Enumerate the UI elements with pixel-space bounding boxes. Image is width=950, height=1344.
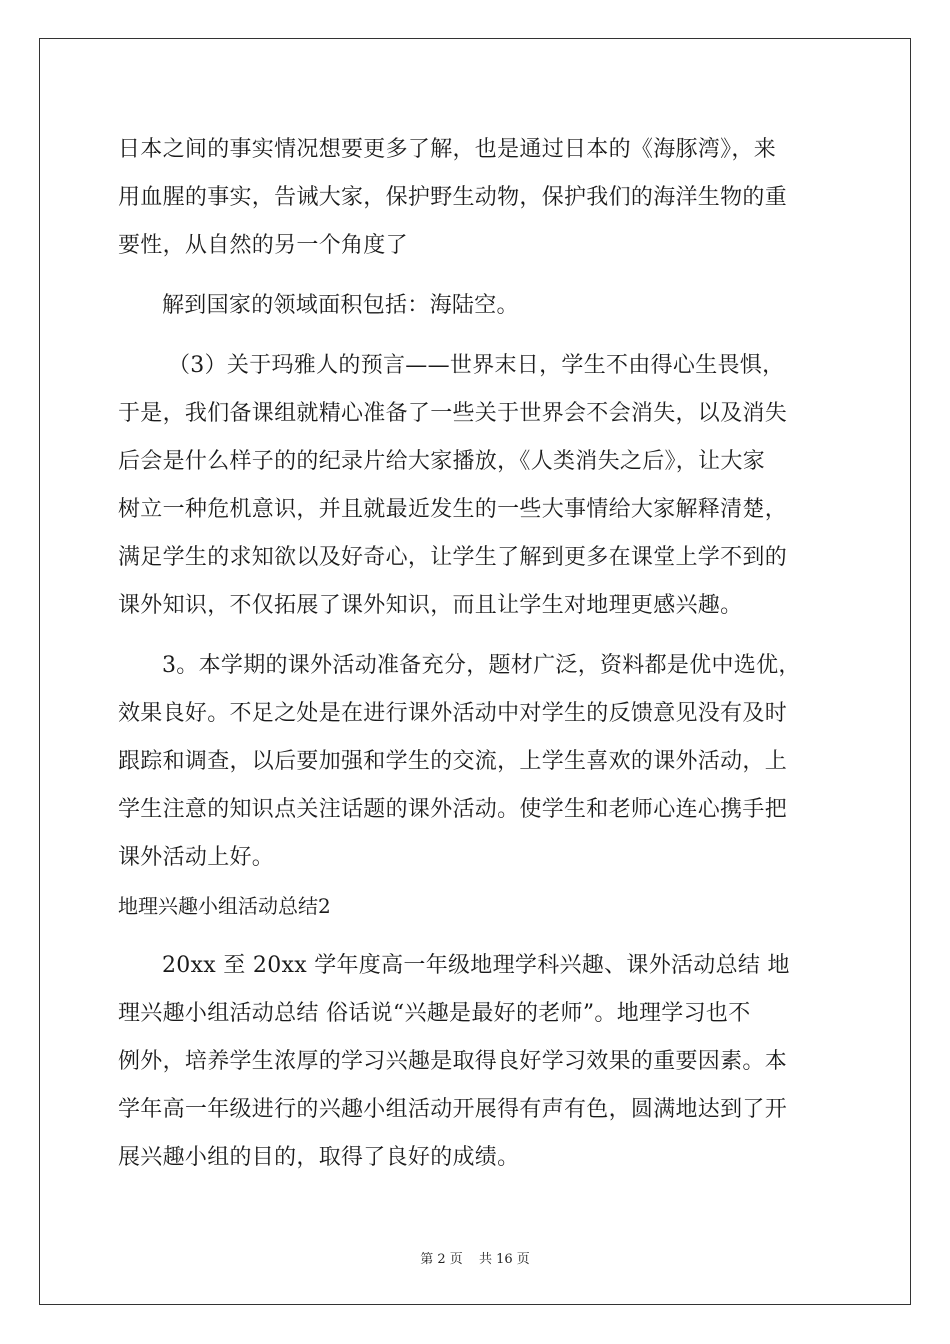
text-line: 于是，我们备课组就精心准备了一些关于世界会不会消失，以及消失 — [118, 401, 788, 426]
text-line: 3。本学期的课外活动准备充分，题材广泛，资料都是优中选优， — [162, 653, 801, 678]
paragraph-3 — [118, 342, 838, 630]
page-number: 第 2 页 — [420, 1252, 463, 1267]
text-line: 20xx 至 20xx 学年度高一年级地理学科兴趣、课外活动总结 地 — [162, 953, 790, 978]
text-line: 课外活动上好。 — [118, 845, 275, 870]
paragraph-1 — [118, 126, 838, 270]
text-line: 树立一种危机意识，并且就最近发生的一些大事情给大家解释清楚， — [118, 497, 788, 522]
text-line: 要性，从自然的另一个角度了 — [118, 233, 408, 258]
text-line: 满足学生的求知欲以及好奇心，让学生了解到更多在课堂上学不到的 — [118, 545, 788, 570]
paragraph-5 — [118, 942, 838, 1182]
text-line: 展兴趣小组的目的，取得了良好的成绩。 — [118, 1145, 520, 1170]
document-body — [118, 126, 838, 1182]
text-line: 效果良好。不足之处是在进行课外活动中对学生的反馈意见没有及时 — [118, 701, 788, 726]
section-heading: 地理兴趣小组活动总结2 — [118, 894, 331, 918]
text-line: 后会是什么样子的的纪录片给大家播放，《人类消失之后》，让大家 — [118, 449, 766, 474]
page-footer — [0, 1248, 950, 1267]
text-line: 解到国家的领域面积包括：海陆空。 — [162, 293, 519, 318]
spacer — [118, 270, 838, 282]
text-line: 学生注意的知识点关注话题的课外活动。使学生和老师心连心携手把 — [118, 797, 788, 822]
paragraph-2 — [118, 282, 838, 330]
spacer — [118, 630, 838, 642]
text-line: 理兴趣小组活动总结 俗话说“兴趣是最好的老师”。地理学习也不 — [118, 1001, 751, 1026]
page-total: 共 16 页 — [478, 1252, 530, 1267]
text-line: 跟踪和调查，以后要加强和学生的交流，上学生喜欢的课外活动，上 — [118, 749, 788, 774]
text-line: 日本之间的事实情况想要更多了解，也是通过日本的《海豚湾》，来 — [118, 137, 777, 162]
spacer — [118, 330, 838, 342]
text-line: 例外，培养学生浓厚的学习兴趣是取得良好学习效果的重要因素。本 — [118, 1049, 788, 1074]
text-line: （3）关于玛雅人的预言——世界末日，学生不由得心生畏惧， — [168, 353, 785, 378]
text-line: 课外知识，不仅拓展了课外知识，而且让学生对地理更感兴趣。 — [118, 593, 743, 618]
text-line: 学年高一年级进行的兴趣小组活动开展得有声有色，圆满地达到了开 — [118, 1097, 788, 1122]
text-line: 用血腥的事实，告诫大家，保护野生动物，保护我们的海洋生物的重 — [118, 185, 788, 210]
paragraph-4 — [118, 642, 838, 882]
spacer — [118, 930, 838, 942]
